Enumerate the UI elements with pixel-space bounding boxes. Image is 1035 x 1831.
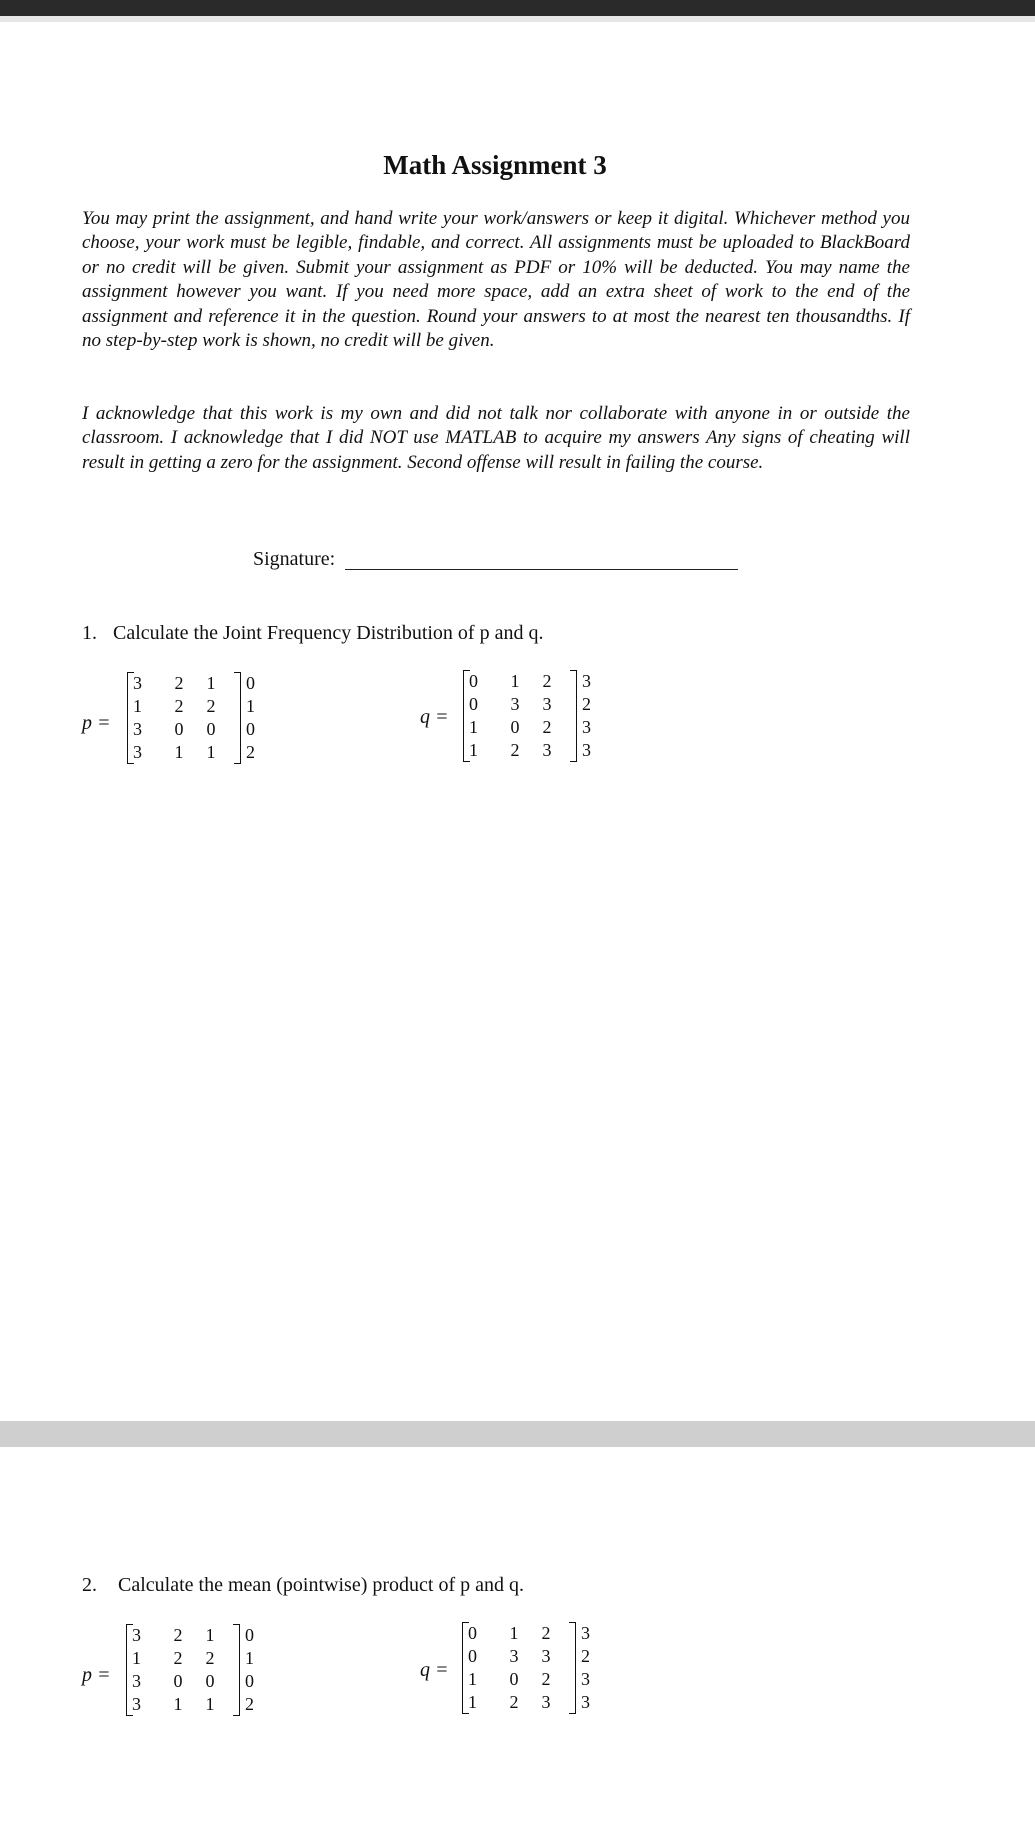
signature-line[interactable] <box>345 569 738 570</box>
matrix-cell: 0 <box>468 1623 477 1643</box>
matrix-cell: 2 <box>173 1625 183 1645</box>
matrix-cell: 3 <box>133 719 142 739</box>
matrix-cell: 3 <box>541 1692 551 1712</box>
matrix-cell: 2 <box>174 696 184 716</box>
matrix-cell: 2 <box>173 1648 183 1668</box>
question-1 <box>82 622 543 645</box>
matrix-p <box>127 672 255 764</box>
p-label: p = <box>82 712 111 734</box>
matrix-cell: 2 <box>582 694 591 714</box>
matrix-cell: 3 <box>581 1692 590 1712</box>
matrix-cell: 2 <box>205 1648 215 1668</box>
instructions-paragraph: You may print the assignment, and hand write your work/answers or keep it digital. Whichever method you choose, your work must be legible, findable, and correct. All assignments must be uploaded to BlackBoard or no credit will be given. Submit your assignment as PDF or 10% will be deducted. You may name the assignment however you want. If you need more space, add an extra sheet of work to the end of the assignment and reference it in the question. Round your answers to at most the nearest ten thousandths. If no step-by-step work is shown, no credit will be given. <box>82 208 910 352</box>
question-2 <box>82 1574 524 1597</box>
q-label: q = <box>420 1659 449 1681</box>
matrix-cell: 0 <box>509 1669 519 1689</box>
matrix-cell: 1 <box>510 671 520 691</box>
matrix-cell: 1 <box>205 1694 215 1714</box>
matrix-cell: 2 <box>581 1646 590 1666</box>
matrix-cell: 3 <box>581 1669 590 1689</box>
matrix-cell: 0 <box>206 719 216 739</box>
matrix-q <box>462 1622 590 1714</box>
matrix-cell: 0 <box>468 1646 477 1666</box>
matrix-cell: 1 <box>206 673 216 693</box>
matrix-cell: 0 <box>205 1671 215 1691</box>
question-text: Calculate the Joint Frequency Distribution of p and q. <box>113 622 544 644</box>
matrix-cell: 3 <box>132 1694 141 1714</box>
matrix-cell: 3 <box>509 1646 519 1666</box>
matrix-cell: 3 <box>581 1623 590 1643</box>
matrix-cell: 3 <box>582 671 591 691</box>
matrix-cell: 1 <box>132 1648 141 1668</box>
q-label: q = <box>420 706 449 728</box>
matrix-cell: 2 <box>542 671 552 691</box>
matrix-cell: 1 <box>206 742 216 762</box>
matrix-cell: 1 <box>468 1692 477 1712</box>
matrix-cell: 1 <box>469 717 478 737</box>
matrix-cell: 3 <box>541 1646 551 1666</box>
matrix-cell: 0 <box>510 717 520 737</box>
matrix-cell: 0 <box>245 1671 254 1691</box>
matrix-cell: 1 <box>469 740 478 760</box>
matrix-cell: 3 <box>542 694 552 714</box>
matrix-cell: 0 <box>173 1671 183 1691</box>
matrix-cell: 1 <box>468 1669 477 1689</box>
matrix-cell: 3 <box>132 1625 141 1645</box>
matrix-cell: 2 <box>542 717 552 737</box>
matrix-cell: 1 <box>246 696 255 716</box>
matrix-cell: 1 <box>174 742 184 762</box>
matrix-cell: 3 <box>582 740 591 760</box>
question-text: Calculate the mean (pointwise) product of p and q. <box>118 1574 524 1596</box>
signature-label: Signature: <box>253 548 336 570</box>
matrix-cell: 2 <box>509 1692 519 1712</box>
matrix-cell: 2 <box>174 673 184 693</box>
matrix-cell: 2 <box>206 696 216 716</box>
page-break <box>0 1421 1035 1447</box>
matrix-cell: 3 <box>582 717 591 737</box>
matrix-cell: 3 <box>133 742 142 762</box>
matrix-cell: 0 <box>174 719 184 739</box>
matrix-cell: 0 <box>246 719 255 739</box>
top-bar-shadow <box>0 16 1035 22</box>
question-number: 2. <box>82 1574 97 1596</box>
matrix-cell: 1 <box>509 1623 519 1643</box>
matrix-cell: 3 <box>132 1671 141 1691</box>
matrix-cell: 1 <box>133 696 142 716</box>
matrix-cell: 0 <box>469 671 478 691</box>
matrix-cell: 2 <box>541 1623 551 1643</box>
matrix-cell: 2 <box>245 1694 254 1714</box>
matrix-cell: 3 <box>133 673 142 693</box>
matrix-p <box>126 1624 254 1716</box>
p-label: p = <box>82 1664 111 1686</box>
matrix-cell: 2 <box>541 1669 551 1689</box>
matrix-cell: 3 <box>510 694 520 714</box>
matrix-cell: 2 <box>246 742 255 762</box>
matrix-cell: 3 <box>542 740 552 760</box>
top-bar <box>0 0 1035 16</box>
matrix-cell: 2 <box>510 740 520 760</box>
question-number: 1. <box>82 622 97 644</box>
matrix-q <box>463 670 591 762</box>
matrix-cell: 0 <box>245 1625 254 1645</box>
page-title: Math Assignment 3 <box>383 150 607 180</box>
matrix-cell: 0 <box>246 673 255 693</box>
matrix-cell: 1 <box>173 1694 183 1714</box>
matrix-cell: 0 <box>469 694 478 714</box>
matrix-cell: 1 <box>205 1625 215 1645</box>
acknowledgement-paragraph: I acknowledge that this work is my own and did not talk nor collaborate with anyone in or outside the classroom. I acknowledge that I did NOT use MATLAB to acquire my answers Any signs of cheating will result in getting a zero for the assignment. Second offense will result in failing the course. <box>82 403 910 473</box>
matrix-cell: 1 <box>245 1648 254 1668</box>
